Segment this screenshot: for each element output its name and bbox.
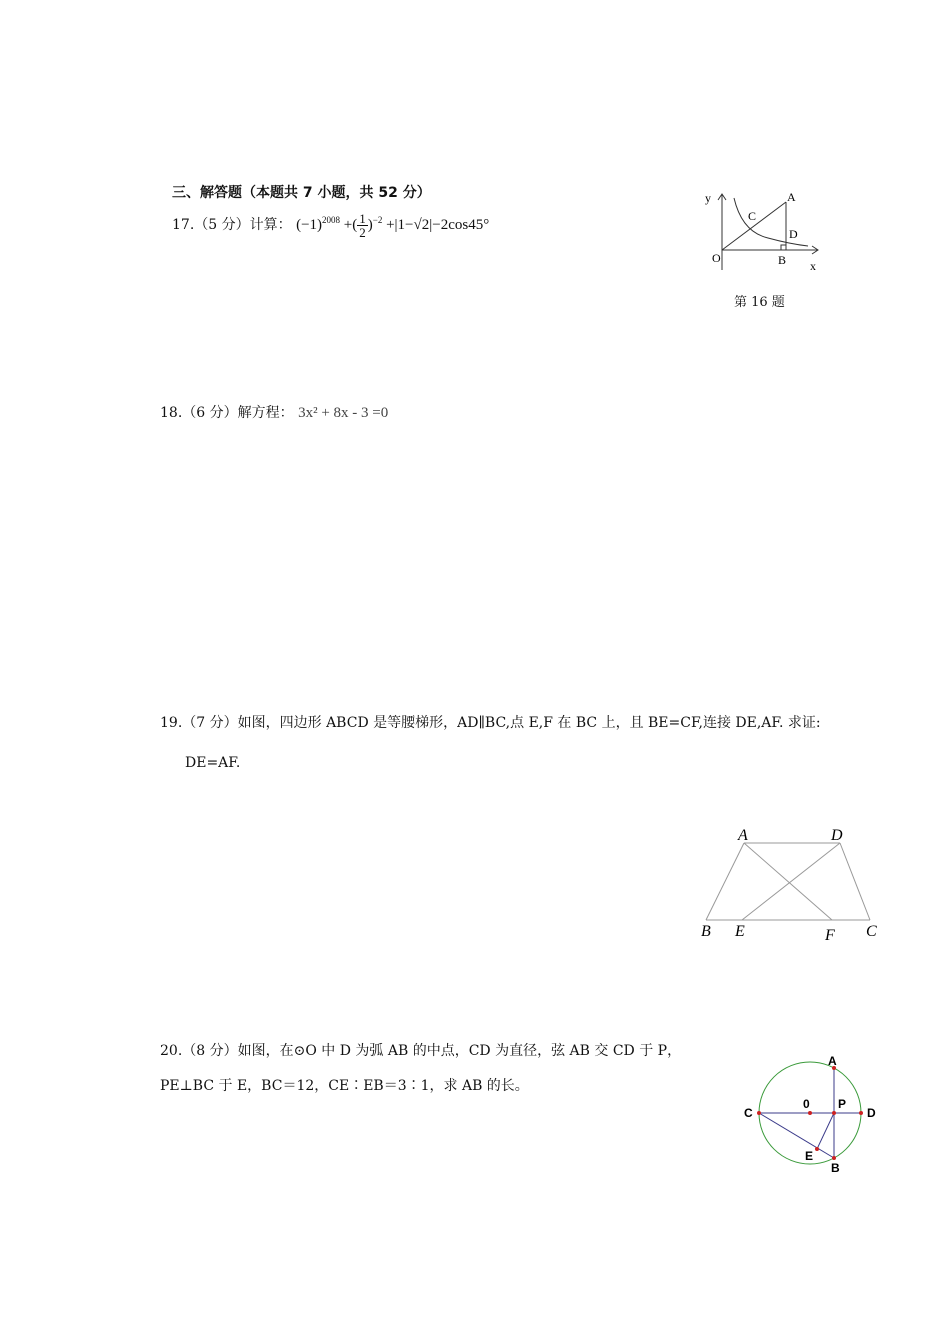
q18-label: 18.（6 分）解方程： bbox=[160, 405, 294, 421]
q17-label: 17.（5 分）计算： bbox=[172, 216, 292, 233]
circle-label-a: A bbox=[828, 1054, 837, 1068]
point-d bbox=[859, 1111, 863, 1115]
fig16-label-b: B bbox=[778, 253, 787, 267]
circle-label-p: P bbox=[838, 1097, 847, 1111]
q17-plus1: +( bbox=[343, 216, 358, 233]
question-19-line1: 19.（7 分）如图，四边形 ABCD 是等腰梯形，AD∥BC,点 E,F 在 BC 上，且 BE=CF,连接 DE,AF. 求证: bbox=[160, 715, 821, 731]
segment-pe bbox=[817, 1113, 834, 1149]
trap-line-dc bbox=[840, 843, 870, 920]
trap-label-c: C bbox=[866, 923, 877, 940]
circle-label-d: D bbox=[867, 1106, 876, 1120]
q17-denominator: 2 bbox=[359, 225, 366, 240]
fig16-label-d: D bbox=[789, 227, 798, 241]
q17-close: ) bbox=[367, 216, 373, 233]
fig16-label-a: A bbox=[787, 190, 796, 204]
circle-label-e: E bbox=[805, 1149, 814, 1163]
question-19-line2: DE=AF. bbox=[185, 755, 241, 771]
point-b bbox=[832, 1156, 836, 1160]
fig16-caption: 第 16 题 bbox=[734, 295, 785, 310]
question-20-line2: PE⊥BC 于 E，BC＝12，CE∶EB＝3∶1，求 AB 的长。 bbox=[160, 1078, 529, 1094]
point-c bbox=[757, 1111, 761, 1115]
fig16-label-o: O bbox=[712, 251, 721, 265]
fig16-label-c: C bbox=[748, 209, 757, 223]
q17-exp2: −2 bbox=[372, 214, 383, 225]
fig16-label-y: y bbox=[705, 191, 711, 205]
question-20-line1: 20.（8 分）如图，在⊙O 中 D 为弧 AB 的中点，CD 为直径，弦 AB 交 CD 于 P， bbox=[160, 1043, 682, 1059]
circle-label-o: 0 bbox=[803, 1097, 810, 1111]
trap-label-a: A bbox=[738, 827, 748, 844]
trap-label-f: F bbox=[825, 927, 835, 944]
circle-figure bbox=[740, 1050, 885, 1180]
q17-fraction bbox=[357, 212, 368, 239]
trap-label-d: D bbox=[831, 827, 843, 844]
question-17 bbox=[172, 212, 489, 239]
fig16-right-angle bbox=[781, 245, 786, 250]
q17-numerator: 1 bbox=[359, 211, 366, 226]
section-title: 三、解答题（本题共 7 小题，共 52 分） bbox=[172, 185, 431, 201]
question-18 bbox=[160, 402, 388, 422]
point-e bbox=[815, 1147, 819, 1151]
trapezoid-figure bbox=[694, 822, 890, 947]
q17-exp1: 2008 bbox=[322, 214, 341, 225]
q17-rest: +|1−√2|−2cos45° bbox=[386, 216, 490, 233]
q17-term1: (−1) bbox=[296, 216, 323, 233]
figure-16 bbox=[700, 188, 830, 283]
point-p bbox=[832, 1111, 836, 1115]
circle-label-b: B bbox=[831, 1161, 840, 1175]
q18-equation: 3x² + 8x - 3 =0 bbox=[298, 405, 389, 421]
chord-cb bbox=[759, 1113, 834, 1158]
q17-expression bbox=[296, 211, 490, 240]
fig16-label-x: x bbox=[810, 259, 816, 273]
trap-label-e: E bbox=[735, 923, 745, 940]
circle-label-c: C bbox=[744, 1106, 753, 1120]
trap-label-b: B bbox=[701, 923, 711, 940]
point-o bbox=[808, 1111, 812, 1115]
trap-line-ab bbox=[706, 843, 744, 920]
